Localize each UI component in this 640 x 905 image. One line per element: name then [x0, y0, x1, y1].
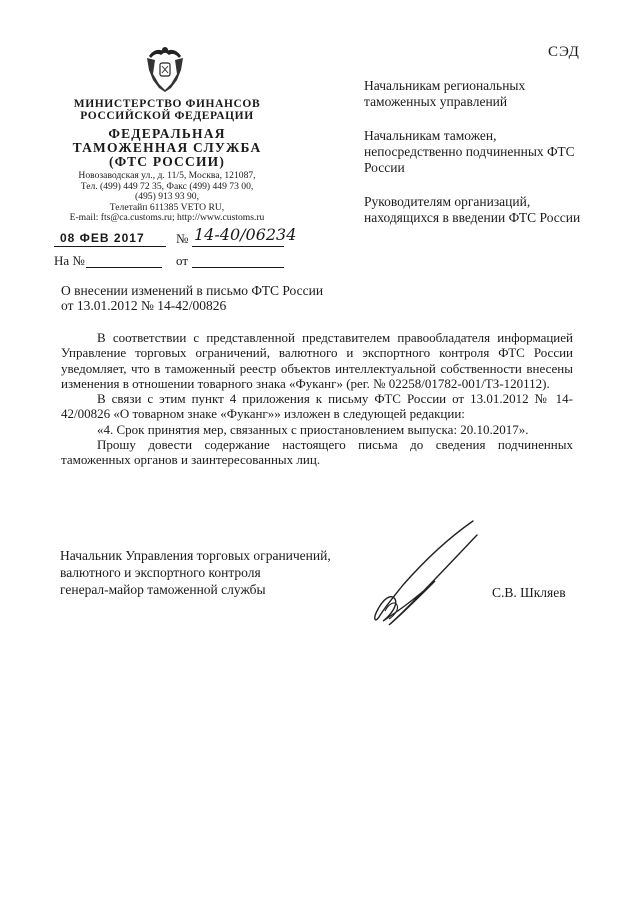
from-label: от — [176, 253, 189, 268]
number-underline — [192, 246, 284, 247]
ministry-name: МИНИСТЕРСТВО ФИНАНСОВ РОССИЙСКОЙ ФЕДЕРАЦИИ — [73, 98, 261, 122]
recipient-2: Начальникам таможен, непосредственно подчиненных ФТС России — [364, 128, 575, 175]
contact-block: Новозаводская ул., д. 11/5, Москва, 121087, Тел. (499) 449 72 35, Факс (499) 449 73 00, (495) 913 93 90, Телетайп 611385 VETO RU, E-mail: fts@ca.customs.ru; http://www.customs.ru — [69, 170, 265, 224]
letter-body — [61, 330, 573, 468]
registration-number: 14-40/06234 — [194, 225, 297, 244]
document-mark: СЭД — [548, 44, 580, 60]
signatory-name: С.В. Шкляев — [492, 585, 566, 600]
paragraph: В связи с этим пункт 4 приложения к письму ФТС России от 13.01.2012 № 14-42/00826 «О товарном знаке «Фуканг»» изложен в следующей редакции: — [61, 391, 573, 422]
recipient-1: Начальникам региональных таможенных управлений — [364, 78, 526, 109]
state-emblem-icon — [143, 44, 187, 94]
paragraph: «4. Срок принятия мер, связанных с приостановлением выпуска: 20.10.2017». — [97, 421, 529, 437]
date-underline — [54, 246, 166, 247]
handwritten-signature — [355, 515, 485, 630]
number-label: № — [176, 231, 189, 246]
paragraph: В соответствии с представленной представителем правообладателя информацией Управление торговых ограничений, валютного и экспортного контроля ФТС России уведомляет, что в таможенный реестр объектов интеллектуальной собственности внесены изменения в отношении товарного знака «Фуканг» (рег. № 02258/01782-001/ТЗ-120112). — [61, 330, 573, 391]
reply-to-underline — [86, 267, 162, 268]
reply-to-label: На № — [54, 253, 85, 268]
service-name: ФЕДЕРАЛЬНАЯ ТАМОЖЕННАЯ СЛУЖБА (ФТС РОССИИ) — [72, 126, 262, 169]
from-underline — [192, 267, 284, 268]
recipient-3: Руководителям организаций, находящихся в введении ФТС России — [364, 194, 581, 225]
letter-subject: О внесении изменений в письмо ФТС России от 13.01.2012 № 14-42/00826 — [61, 283, 324, 313]
signatory-position: Начальник Управления торговых ограничений, валютного и экспортного контроля генерал-майор таможенной службы — [60, 548, 331, 597]
paragraph: Прошу довести содержание настоящего письма до сведения подчиненных таможенных органов и заинтересованных лиц. — [61, 437, 573, 468]
registration-date: 08 ФЕВ 2017 — [60, 231, 145, 245]
